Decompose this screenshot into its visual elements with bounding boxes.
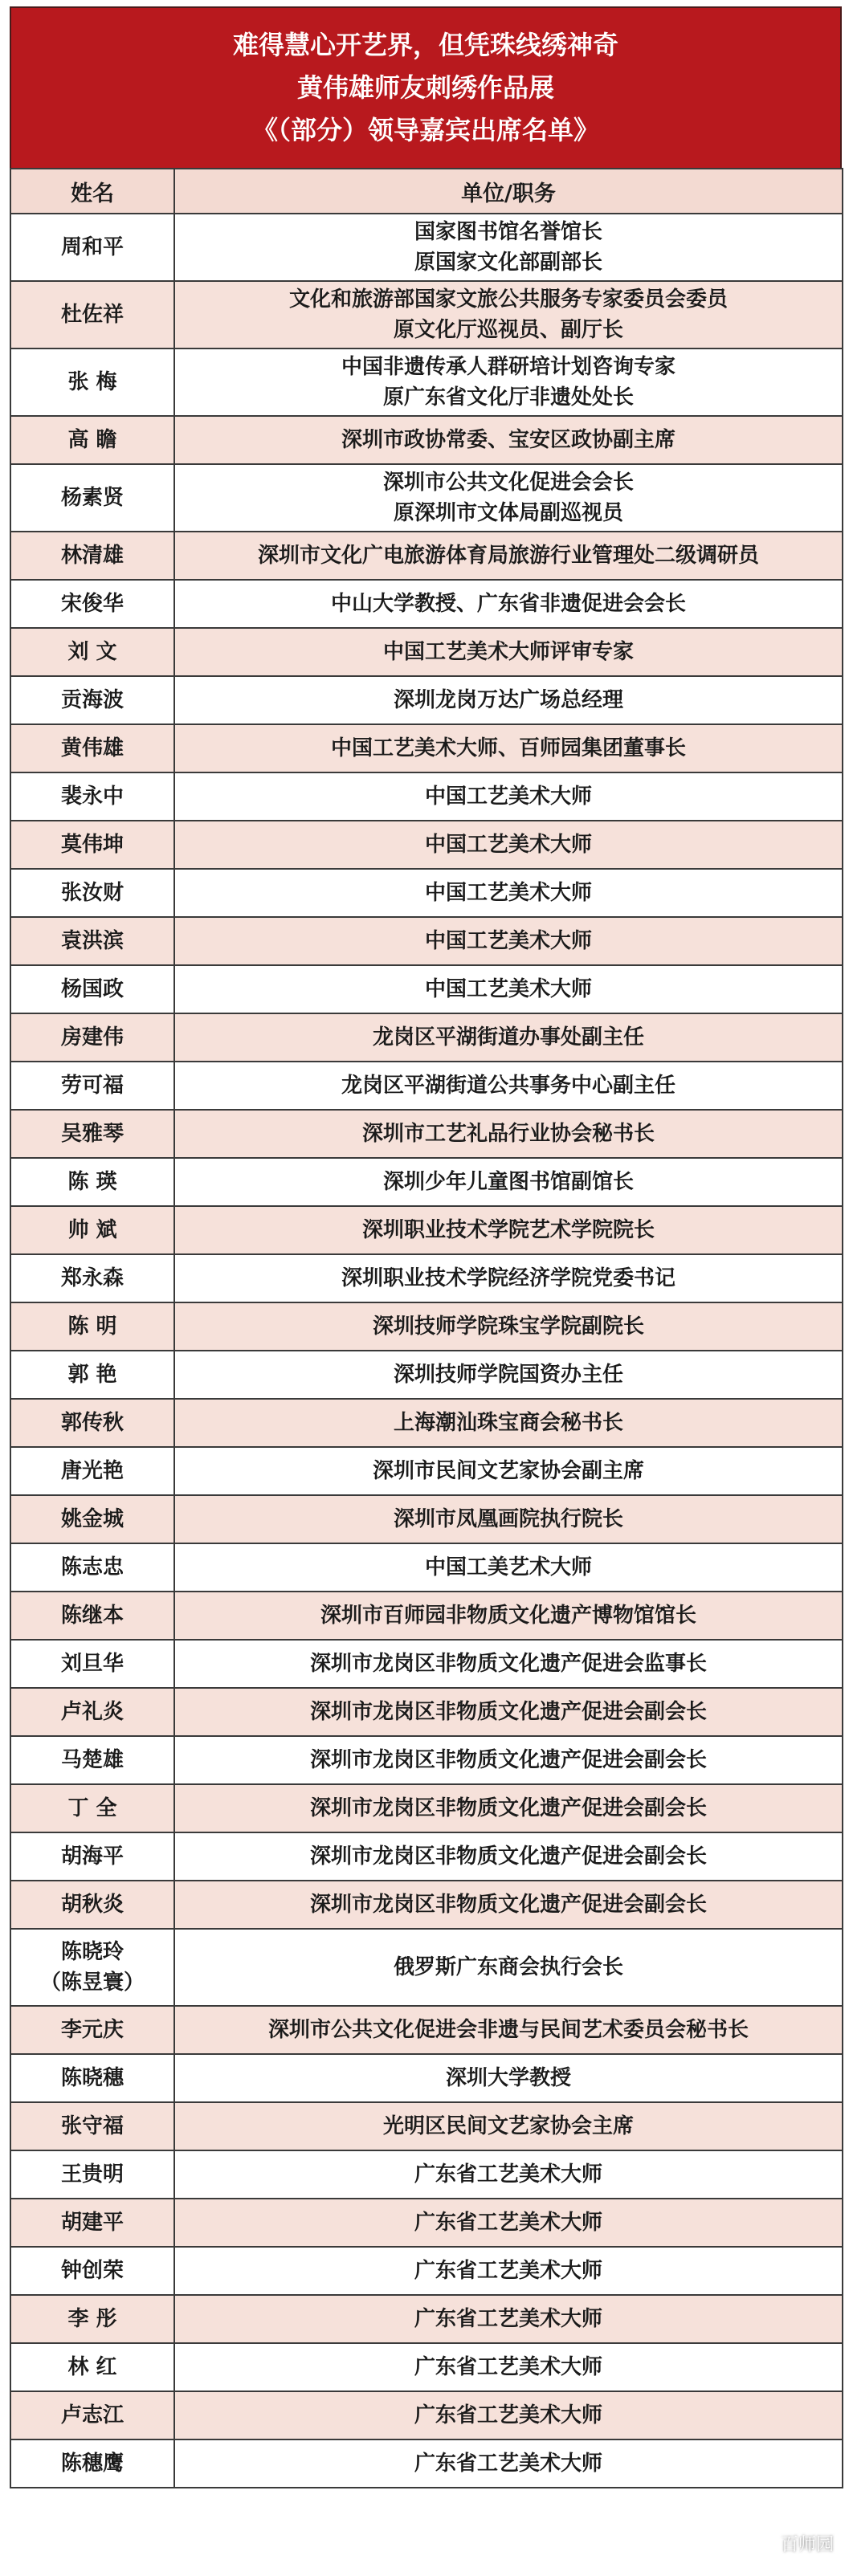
table-row [10,2054,843,2102]
guest-name-cell [10,2199,174,2247]
guest-name: （陈昱寰） [39,1971,145,1995]
guest-name-cell [10,1592,174,1640]
table-row [10,772,843,821]
guest-name-cell [10,532,174,580]
guest-position: 中国工艺美术大师 [424,833,592,857]
table-row [10,1495,843,1543]
guest-name: 劳可福 [60,1074,124,1098]
guest-name: 周和平 [60,235,124,259]
guest-position-cell [174,1784,843,1832]
guest-position-cell [174,821,843,869]
table-row [10,281,843,348]
guest-name: 陈晓玲 [60,1940,124,1964]
guest-name: 林清雄 [60,544,124,568]
guest-position: 俄罗斯广东商会执行会长 [393,1955,623,1979]
table-row [10,580,843,628]
table-row [10,2006,843,2054]
guest-name-cell [10,1254,174,1302]
guest-name-cell [10,2439,174,2488]
guest-position-cell [174,869,843,917]
guest-name: 黄伟雄 [60,736,124,760]
guest-name-cell [10,1640,174,1688]
table-row [10,2102,843,2150]
guest-position-cell [174,965,843,1013]
guest-position-cell [174,464,843,532]
header-name: 姓名 [10,169,174,214]
table-row [10,1206,843,1254]
guest-position-cell [174,2439,843,2488]
guest-position: 深圳少年儿童图书馆副馆长 [382,1170,634,1194]
guest-position-cell [174,1254,843,1302]
guest-position-cell [174,214,843,281]
guest-position: 深圳市文化广电旅游体育局旅游行业管理处二级调研员 [257,544,759,568]
guest-name: 刘 文 [67,640,117,664]
guest-position-cell [174,2199,843,2247]
table-row [10,1929,843,2006]
guest-name-cell [10,628,174,676]
guest-name: 姚金城 [60,1507,124,1531]
guest-name: 宋俊华 [60,592,124,616]
guest-position-cell [174,772,843,821]
table-row [10,821,843,869]
guest-position-cell [174,1736,843,1784]
guest-name-cell [10,2150,174,2199]
table-row [10,2199,843,2247]
guest-name-cell [10,1158,174,1206]
table-row [10,869,843,917]
guest-position-cell [174,2102,843,2150]
guest-name: 陈 明 [67,1314,117,1339]
guest-position-cell [174,1351,843,1399]
table-row [10,2439,843,2488]
guest-position: 深圳职业技术学院艺术学院院长 [361,1218,655,1242]
table-row [10,724,843,772]
guest-position: 深圳市工艺礼品行业协会秘书长 [361,1122,655,1146]
table-row [10,2391,843,2439]
guest-name: 高 瞻 [67,428,117,452]
guest-position-cell [174,1013,843,1062]
guest-position: 深圳市龙岗区非物质文化遗产促进会副会长 [309,1796,707,1820]
guest-position: 深圳市公共文化促进会会长 [382,471,634,495]
guest-name: 胡秋炎 [60,1893,124,1917]
guest-position: 文化和旅游部国家文旅公共服务专家委员会委员 [288,287,728,312]
table-row [10,1832,843,1881]
guest-name: 袁洪滨 [60,929,124,953]
guest-position-cell [174,1929,843,2006]
guest-position: 广东省工艺美术大师 [414,2452,602,2476]
guest-name: 王贵明 [60,2162,124,2187]
guest-name-cell [10,1062,174,1110]
guest-position-cell [174,1447,843,1495]
guest-name: 陈 瑛 [67,1170,117,1194]
guest-name-cell [10,2295,174,2343]
guest-name-cell [10,1110,174,1158]
title-banner [10,6,842,168]
guest-name-cell [10,1447,174,1495]
guest-position-cell [174,1640,843,1688]
guest-position-cell [174,1399,843,1447]
guest-position: 中山大学教授、广东省非遗促进会会长 [330,592,686,616]
table-row [10,1013,843,1062]
guest-position-cell [174,1592,843,1640]
guest-list-document [10,6,842,2488]
guest-position-cell [174,1881,843,1929]
guest-position: 深圳市凤凰画院执行院长 [393,1507,623,1531]
guest-position: 中国工艺美术大师 [424,881,592,905]
wechat-icon [750,2533,776,2554]
guest-position: 中国工艺美术大师 [424,977,592,1001]
guest-position: 龙岗区平湖街道公共事务中心副主任 [341,1074,675,1098]
table-row [10,2247,843,2295]
guest-name-cell [10,1881,174,1929]
guest-position: 深圳市龙岗区非物质文化遗产促进会副会长 [309,1844,707,1869]
guest-position-cell [174,1832,843,1881]
guest-position: 广东省工艺美术大师 [414,2211,602,2235]
guest-name: 郭传秋 [60,1411,124,1435]
guest-position: 原广东省文化厅非遗处处长 [382,385,634,410]
guest-name: 林 红 [67,2355,117,2379]
guest-name-cell [10,676,174,724]
guest-name-cell [10,1399,174,1447]
title-line-2: 黄伟雄师友刺绣作品展 [296,72,554,103]
guest-position-cell [174,724,843,772]
guest-position-cell [174,2247,843,2295]
table-row [10,1592,843,1640]
guest-position-cell [174,2343,843,2391]
guest-name: 陈志忠 [60,1555,124,1579]
guest-name: 钟创荣 [60,2259,124,2283]
guest-name: 马楚雄 [60,1748,124,1772]
guest-name: 杜佐祥 [60,303,124,327]
guest-name: 丁 全 [67,1796,117,1820]
guest-position: 中国工艺美术大师 [424,929,592,953]
guest-table [10,168,843,2488]
table-row [10,628,843,676]
guest-position: 深圳技师学院国资办主任 [393,1363,623,1387]
guest-position: 深圳技师学院珠宝学院副院长 [372,1314,644,1339]
guest-position: 原国家文化部副部长 [414,251,602,275]
table-row [10,1543,843,1592]
watermark-text: 百师园 [780,2535,834,2555]
table-row [10,464,843,532]
guest-name-cell [10,464,174,532]
guest-position-cell [174,2054,843,2102]
guest-name-cell [10,869,174,917]
guest-name: 李 彤 [67,2307,117,2331]
table-body [10,214,843,2488]
table-row [10,1158,843,1206]
guest-name: 贡海波 [60,688,124,712]
guest-name-cell [10,1351,174,1399]
guest-position-cell [174,580,843,628]
guest-position: 中国工美艺术大师 [424,1555,592,1579]
guest-position-cell [174,2150,843,2199]
guest-position: 深圳市民间文艺家协会副主席 [372,1459,644,1483]
guest-name-cell [10,1543,174,1592]
guest-name-cell [10,2006,174,2054]
guest-position: 深圳市龙岗区非物质文化遗产促进会监事长 [309,1652,707,1676]
guest-name: 张 梅 [67,370,117,394]
title-line-3: 《（部分）领导嘉宾出席名单》 [251,115,599,145]
guest-position: 深圳市公共文化促进会非遗与民间艺术委员会秘书长 [267,2018,749,2042]
guest-name-cell [10,821,174,869]
guest-position: 深圳职业技术学院经济学院党委书记 [341,1266,675,1290]
guest-name-cell [10,416,174,464]
title-line-1: 难得慧心开艺界，但凭珠线绣神奇 [232,30,618,60]
guest-position-cell [174,1688,843,1736]
guest-position: 中国工艺美术大师 [424,785,592,809]
guest-name-cell [10,2054,174,2102]
guest-position: 国家图书馆名誉馆长 [414,220,602,244]
guest-name: 唐光艳 [60,1459,124,1483]
table-row [10,1302,843,1351]
guest-name-cell [10,1302,174,1351]
table-row [10,676,843,724]
watermark [750,2531,834,2556]
guest-position: 中国工艺美术大师评审专家 [382,640,634,664]
table-row [10,532,843,580]
guest-position-cell [174,1495,843,1543]
guest-name: 张守福 [60,2114,124,2138]
table-row [10,1254,843,1302]
guest-position-cell [174,676,843,724]
guest-name: 陈继本 [60,1604,124,1628]
guest-position-cell [174,1206,843,1254]
guest-name-cell [10,1736,174,1784]
guest-position-cell [174,281,843,348]
guest-position-cell [174,2006,843,2054]
guest-name-cell [10,965,174,1013]
table-row [10,416,843,464]
guest-name: 郑永森 [60,1266,124,1290]
guest-name: 郭 艳 [67,1363,117,1387]
guest-position-cell [174,628,843,676]
guest-position: 广东省工艺美术大师 [414,2307,602,2331]
guest-name-cell [10,1929,174,2006]
table-row [10,1881,843,1929]
table-row [10,1110,843,1158]
guest-position: 光明区民间文艺家协会主席 [382,2114,634,2138]
guest-name-cell [10,1206,174,1254]
guest-position: 深圳市政协常委、宝安区政协副主席 [341,428,675,452]
guest-name: 房建伟 [60,1025,124,1050]
table-row [10,965,843,1013]
guest-name: 杨国政 [60,977,124,1001]
table-row [10,1062,843,1110]
guest-position: 广东省工艺美术大师 [414,2259,602,2283]
guest-name: 胡海平 [60,1844,124,1869]
guest-position: 深圳龙岗万达广场总经理 [393,688,623,712]
guest-name: 帅 斌 [67,1218,117,1242]
guest-name: 吴雅琴 [60,1122,124,1146]
guest-name: 卢礼炎 [60,1700,124,1724]
guest-name-cell [10,281,174,348]
guest-position: 广东省工艺美术大师 [414,2403,602,2427]
guest-name-cell [10,1495,174,1543]
guest-name: 张汝财 [60,881,124,905]
guest-position: 深圳市百师园非物质文化遗产博物馆馆长 [320,1604,696,1628]
guest-name-cell [10,1784,174,1832]
guest-name: 莫伟坤 [60,833,124,857]
guest-position: 中国工艺美术大师、百师园集团董事长 [330,736,686,760]
table-row [10,1688,843,1736]
guest-position: 上海潮汕珠宝商会秘书长 [393,1411,623,1435]
guest-name: 刘旦华 [60,1652,124,1676]
guest-name: 裴永中 [60,785,124,809]
guest-name-cell [10,724,174,772]
guest-position: 深圳市龙岗区非物质文化遗产促进会副会长 [309,1700,707,1724]
guest-name-cell [10,772,174,821]
table-row [10,1640,843,1688]
guest-name: 陈穗鹰 [60,2452,124,2476]
guest-position: 龙岗区平湖街道办事处副主任 [372,1025,644,1050]
header-row [10,169,843,214]
guest-name-cell [10,917,174,965]
guest-name-cell [10,2247,174,2295]
guest-position-cell [174,2391,843,2439]
guest-position-cell [174,1062,843,1110]
table-row [10,214,843,281]
guest-position: 深圳市龙岗区非物质文化遗产促进会副会长 [309,1893,707,1917]
guest-position-cell [174,1110,843,1158]
table-row [10,1351,843,1399]
guest-position-cell [174,1158,843,1206]
guest-name-cell [10,1832,174,1881]
guest-position: 深圳市龙岗区非物质文化遗产促进会副会长 [309,1748,707,1772]
table-row [10,917,843,965]
guest-name-cell [10,2102,174,2150]
table-row [10,1736,843,1784]
guest-position-cell [174,348,843,416]
guest-name: 卢志江 [60,2403,124,2427]
guest-name: 李元庆 [60,2018,124,2042]
table-row [10,2150,843,2199]
guest-position-cell [174,416,843,464]
guest-position-cell [174,917,843,965]
guest-position: 广东省工艺美术大师 [414,2355,602,2379]
guest-position-cell [174,1302,843,1351]
guest-name-cell [10,1013,174,1062]
guest-name-cell [10,348,174,416]
guest-name-cell [10,214,174,281]
guest-name: 胡建平 [60,2211,124,2235]
table-row [10,1399,843,1447]
guest-name: 陈晓穗 [60,2066,124,2090]
table-row [10,1447,843,1495]
guest-name-cell [10,2343,174,2391]
header-position: 单位/职务 [174,169,843,214]
table-row [10,2295,843,2343]
guest-name-cell [10,1688,174,1736]
table-row [10,1784,843,1832]
guest-position: 广东省工艺美术大师 [414,2162,602,2187]
guest-position-cell [174,1543,843,1592]
guest-name-cell [10,2391,174,2439]
guest-position-cell [174,532,843,580]
guest-position: 中国非遗传承人群研培计划咨询专家 [341,355,675,379]
guest-position: 原文化厅巡视员、副厅长 [393,318,623,342]
guest-position: 深圳大学教授 [445,2066,571,2090]
guest-position-cell [174,2295,843,2343]
table-row [10,348,843,416]
guest-position: 原深圳市文体局副巡视员 [393,501,623,525]
table-row [10,2343,843,2391]
guest-name-cell [10,580,174,628]
guest-name: 杨素贤 [60,486,124,510]
